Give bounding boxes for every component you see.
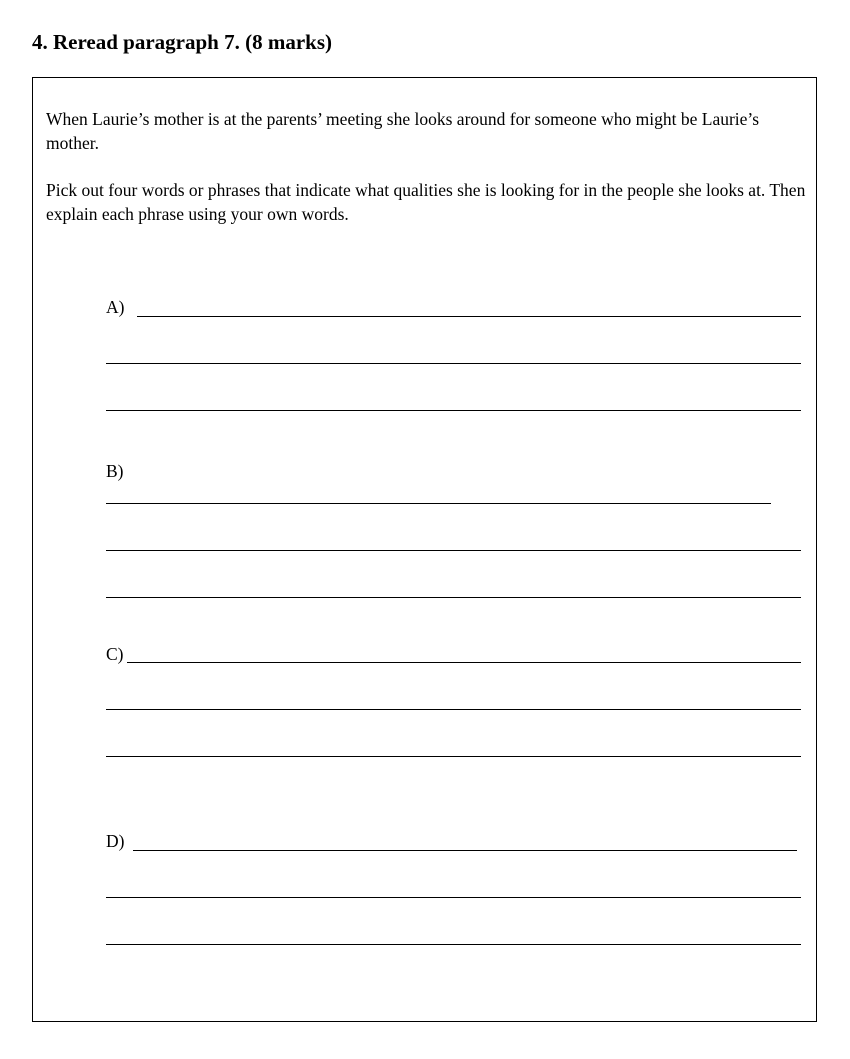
answer-label-c: C) (106, 644, 124, 664)
answer-d-line-2[interactable] (106, 897, 801, 898)
answer-b-line-2[interactable] (106, 550, 801, 551)
answer-d-line-1[interactable] (133, 850, 797, 851)
answer-b-line-3[interactable] (106, 597, 801, 598)
answer-c-line-3[interactable] (106, 756, 801, 757)
answer-c-line-1[interactable] (127, 662, 801, 663)
answer-a-line-1[interactable] (137, 316, 801, 317)
answer-label-a: A) (106, 297, 125, 317)
answer-c-line-2[interactable] (106, 709, 801, 710)
question-context: When Laurie’s mother is at the parents’ meeting she looks around for someone who might be Laurie’s mother. (46, 109, 760, 153)
answer-a-line-2[interactable] (106, 363, 801, 364)
question-instructions: Pick out four words or phrases that indicate what qualities she is looking for in the people she looks at. Then explain each phrase using your own words. (46, 180, 806, 224)
answer-d-line-3[interactable] (106, 944, 801, 945)
answer-a-line-3[interactable] (106, 410, 801, 411)
question-heading: 4. Reread paragraph 7. (8 marks) (32, 30, 333, 54)
answer-label-b: B) (106, 461, 124, 481)
answer-b-line-1[interactable] (106, 503, 771, 504)
answer-label-d: D) (106, 831, 125, 851)
